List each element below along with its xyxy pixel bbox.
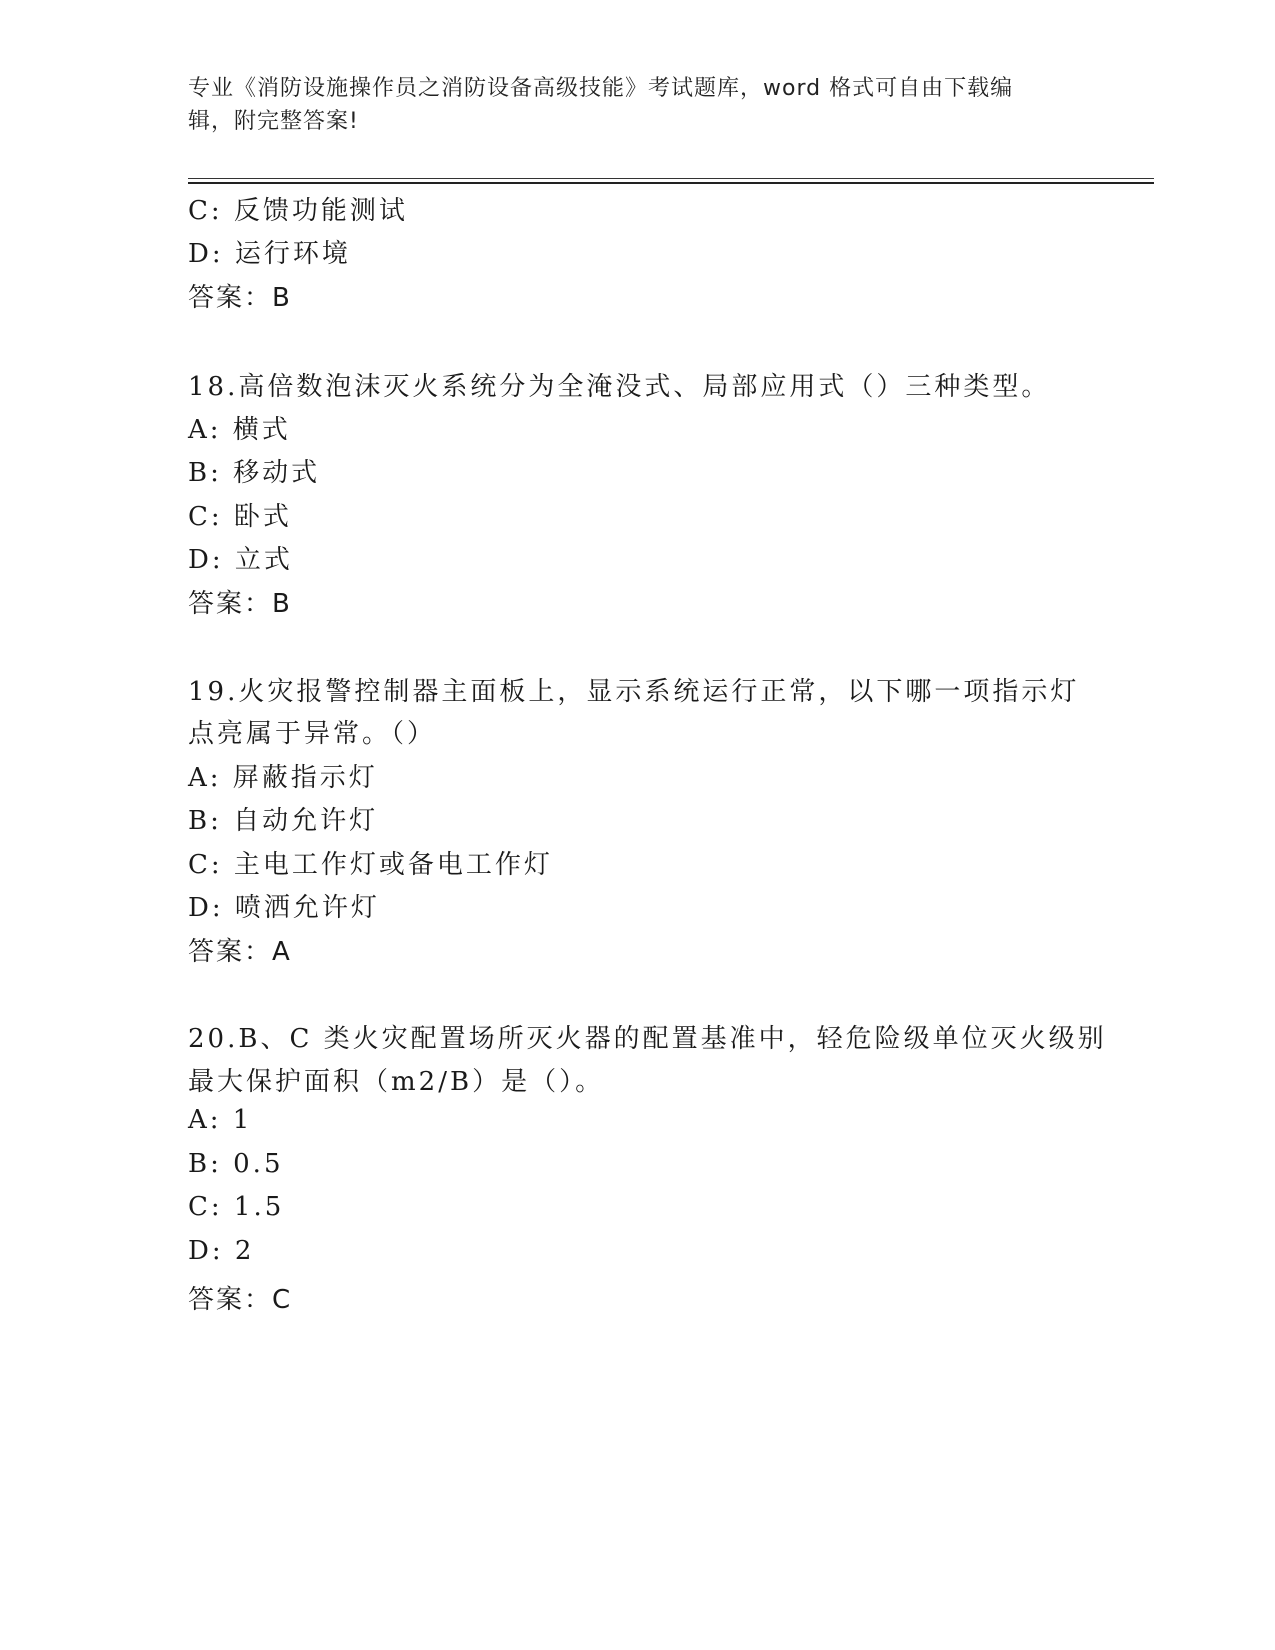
option-b: B: 移动式 [188, 458, 321, 488]
option-d: D: 立式 [188, 545, 293, 575]
option-d: D: 喷洒允许灯 [188, 893, 380, 923]
answer: 答案：B [188, 589, 292, 619]
option-a: A: 横式 [188, 415, 291, 445]
option-c: C: 卧式 [188, 502, 292, 532]
option-b: B: 0.5 [188, 1149, 284, 1179]
option-d: D: 运行环境 [188, 239, 351, 269]
option-c: C: 主电工作灯或备电工作灯 [188, 850, 553, 880]
question-stem: 18.高倍数泡沫灭火系统分为全淹没式、局部应用式（）三种类型。 [188, 372, 1051, 402]
header-line-1: 专业《消防设施操作员之消防设备高级技能》考试题库，word 格式可自由下载编 [188, 76, 1014, 101]
answer: 答案：C [188, 1285, 293, 1315]
answer: 答案：B [188, 283, 292, 313]
option-c: C: 1.5 [188, 1192, 285, 1222]
header-rule-thick [188, 182, 1154, 184]
option-c: C: 反馈功能测试 [188, 196, 408, 226]
option-d: D: 2 [188, 1236, 255, 1266]
option-a: A: 屏蔽指示灯 [188, 763, 378, 793]
answer: 答案：A [188, 937, 292, 967]
document-header [188, 72, 1068, 138]
question-stem-continued: 点亮属于异常。（） [188, 719, 437, 749]
option-a: A: 1 [188, 1105, 253, 1135]
question-stem-continued: 最大保护面积（m2/B）是（）。 [188, 1067, 605, 1097]
header-line-2: 辑，附完整答案! [188, 109, 359, 134]
question-stem: 19.火灾报警控制器主面板上，显示系统运行正常，以下哪一项指示灯 [188, 677, 1080, 707]
header-rule-thin [188, 178, 1154, 179]
option-b: B: 自动允许灯 [188, 806, 379, 836]
question-stem: 20.B、C 类火灾配置场所灭火器的配置基准中，轻危险级单位灭火级别 [188, 1024, 1107, 1054]
